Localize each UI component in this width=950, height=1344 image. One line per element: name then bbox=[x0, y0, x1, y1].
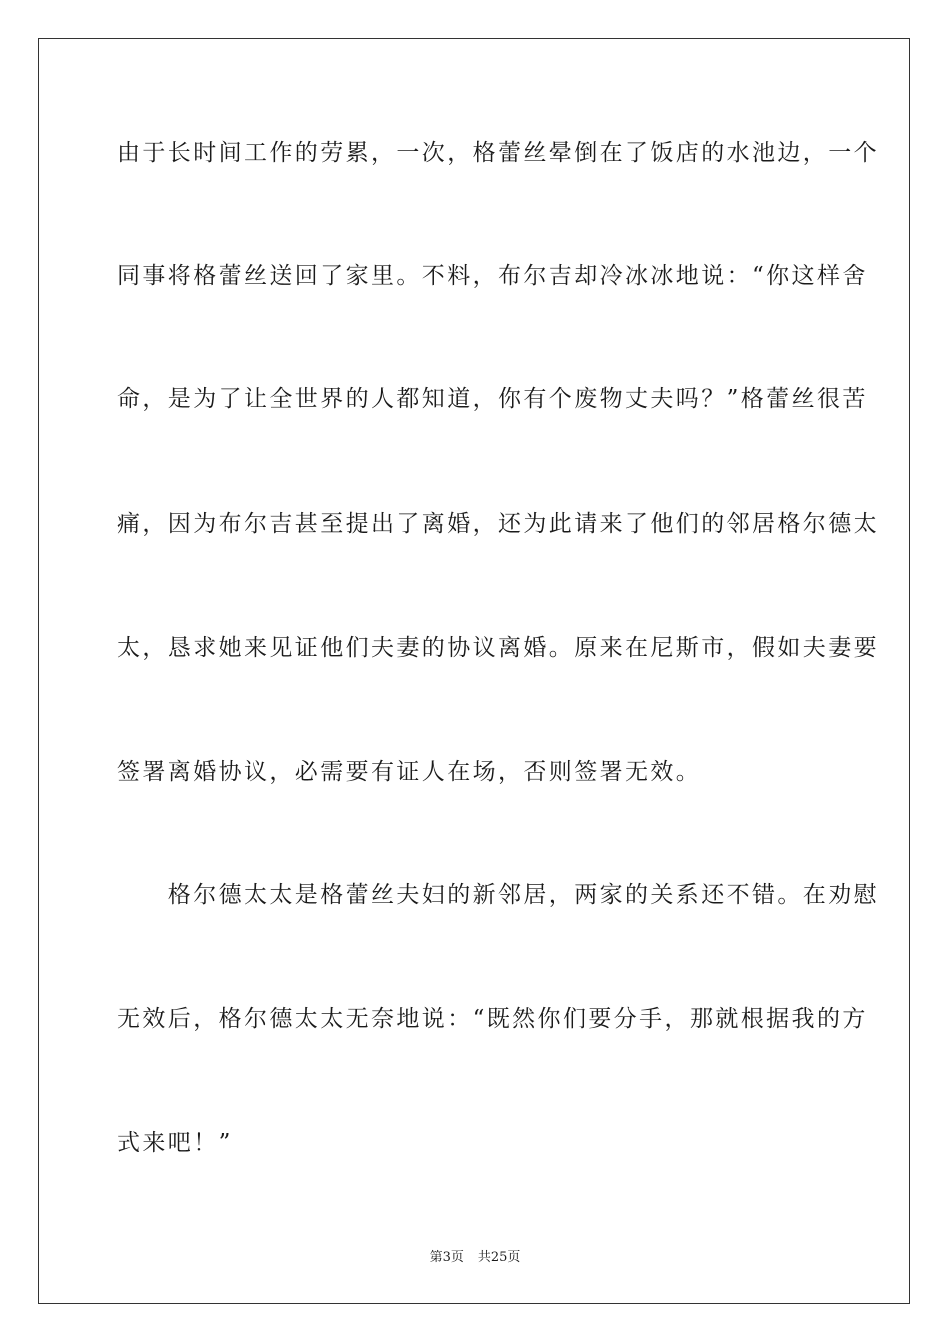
text-line-9: 式来吧！” bbox=[117, 1130, 233, 1156]
page-footer bbox=[0, 1246, 950, 1265]
text-line-3: 命，是为了让全世界的人都知道，你有个废物丈夫吗？”格蕾丝很苦 bbox=[117, 386, 868, 412]
page-number: 第3页 bbox=[429, 1250, 464, 1265]
text-line-6: 签署离婚协议，必需要有证人在场，否则签署无效。 bbox=[117, 759, 702, 785]
text-line-2: 同事将格蕾丝送回了家里。不料，布尔吉却冷冰冰地说：“你这样舍 bbox=[117, 263, 868, 289]
page-border bbox=[38, 38, 910, 1304]
text-line-8: 无效后，格尔德太太无奈地说：“既然你们要分手，那就根据我的方 bbox=[117, 1006, 868, 1032]
text-line-4: 痛，因为布尔吉甚至提出了离婚，还为此请来了他们的邻居格尔德太 bbox=[117, 511, 879, 537]
page-total: 共25页 bbox=[477, 1250, 521, 1265]
text-line-1: 由于长时间工作的劳累，一次，格蕾丝晕倒在了饭店的水池边，一个 bbox=[117, 140, 879, 166]
text-line-7: 格尔德太太是格蕾丝夫妇的新邻居，两家的关系还不错。在劝慰 bbox=[117, 882, 879, 908]
text-line-5: 太，恳求她来见证他们夫妻的协议离婚。原来在尼斯市，假如夫妻要 bbox=[117, 635, 879, 661]
